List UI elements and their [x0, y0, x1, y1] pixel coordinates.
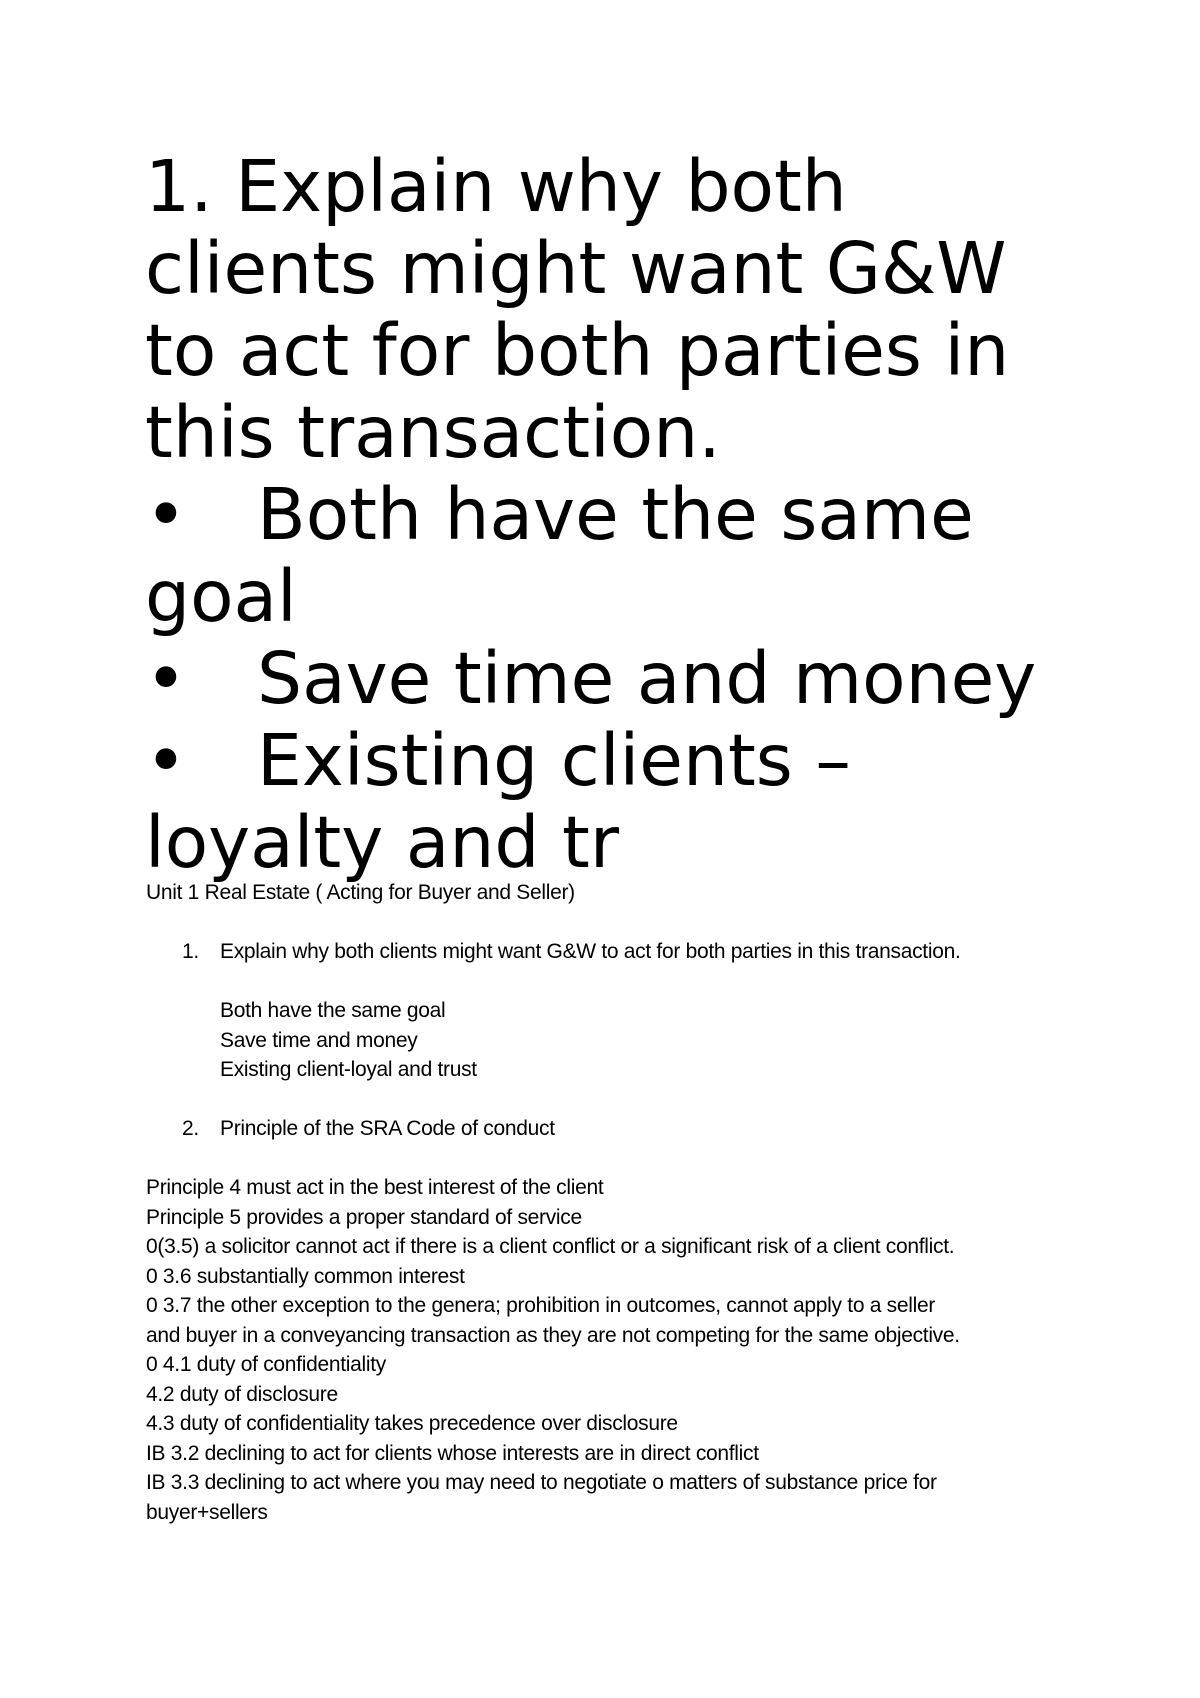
spacer — [146, 1085, 1156, 1115]
bullet-item — [145, 638, 1155, 720]
answer-line: Save time and money — [220, 1028, 418, 1052]
principle-line: 0 3.6 substantially common interest — [146, 1264, 465, 1288]
bullet-item — [145, 720, 1155, 802]
spacer — [146, 908, 1156, 938]
large-text-block — [145, 146, 1155, 884]
bullet-icon: • — [145, 637, 187, 720]
bullet-text: Existing clients – — [257, 719, 851, 802]
bullet-icon: • — [145, 473, 187, 556]
question-line: this transaction. — [145, 391, 721, 474]
answer-line: Both have the same goal — [220, 999, 446, 1022]
principle-line: Principle 4 must act in the best interest of the client — [146, 1176, 604, 1199]
principle-line: IB 3.2 declining to act for clients whose interests are in direct conflict — [146, 1441, 759, 1465]
answer-line: Existing client-loyal and trust — [220, 1058, 477, 1081]
bullet-item — [145, 474, 1155, 556]
principle-line: buyer+sellers — [146, 1500, 268, 1524]
bullet-text: Both have the same — [257, 473, 974, 556]
spacer — [146, 967, 1156, 997]
question-line: 1. Explain why both — [145, 145, 847, 228]
spacer — [146, 1144, 1156, 1174]
item-number: 1. — [182, 940, 199, 963]
principle-line: 4.3 duty of confidentiality takes precedence over disclosure — [146, 1412, 678, 1435]
question-line: to act for both parties in — [145, 309, 1010, 392]
bullet-text-continued: loyalty and tr — [145, 801, 620, 884]
small-text-block — [146, 878, 1156, 1527]
principle-line: 0(3.5) a solicitor cannot act if there is a client conflict or a significant risk of a client conflict. — [146, 1235, 955, 1258]
bullet-text-continued: goal — [145, 555, 297, 638]
item-text: Principle of the SRA Code of conduct — [220, 1117, 555, 1140]
item-number: 2. — [182, 1117, 199, 1140]
principle-line: Principle 5 provides a proper standard of service — [146, 1205, 582, 1229]
principle-line: IB 3.3 declining to act where you may need to negotiate o matters of substance price for — [146, 1471, 937, 1494]
principle-line: 0 3.7 the other exception to the genera; prohibition in outcomes, cannot apply to a seller — [146, 1294, 936, 1317]
unit-title: Unit 1 Real Estate ( Acting for Buyer and Seller) — [146, 881, 575, 904]
bullet-icon: • — [145, 719, 187, 802]
principle-line: and buyer in a conveyancing transaction as they are not competing for the same objective. — [146, 1323, 960, 1347]
numbered-item — [146, 1114, 1156, 1144]
bullet-text: Save time and money — [257, 637, 1037, 720]
item-text: Explain why both clients might want G&W to act for both parties in this transaction. — [220, 940, 961, 963]
principle-line: 0 4.1 duty of confidentiality — [146, 1353, 386, 1376]
question-line: clients might want G&W — [145, 227, 1007, 310]
principle-line: 4.2 duty of disclosure — [146, 1382, 338, 1406]
numbered-item — [146, 937, 1156, 967]
